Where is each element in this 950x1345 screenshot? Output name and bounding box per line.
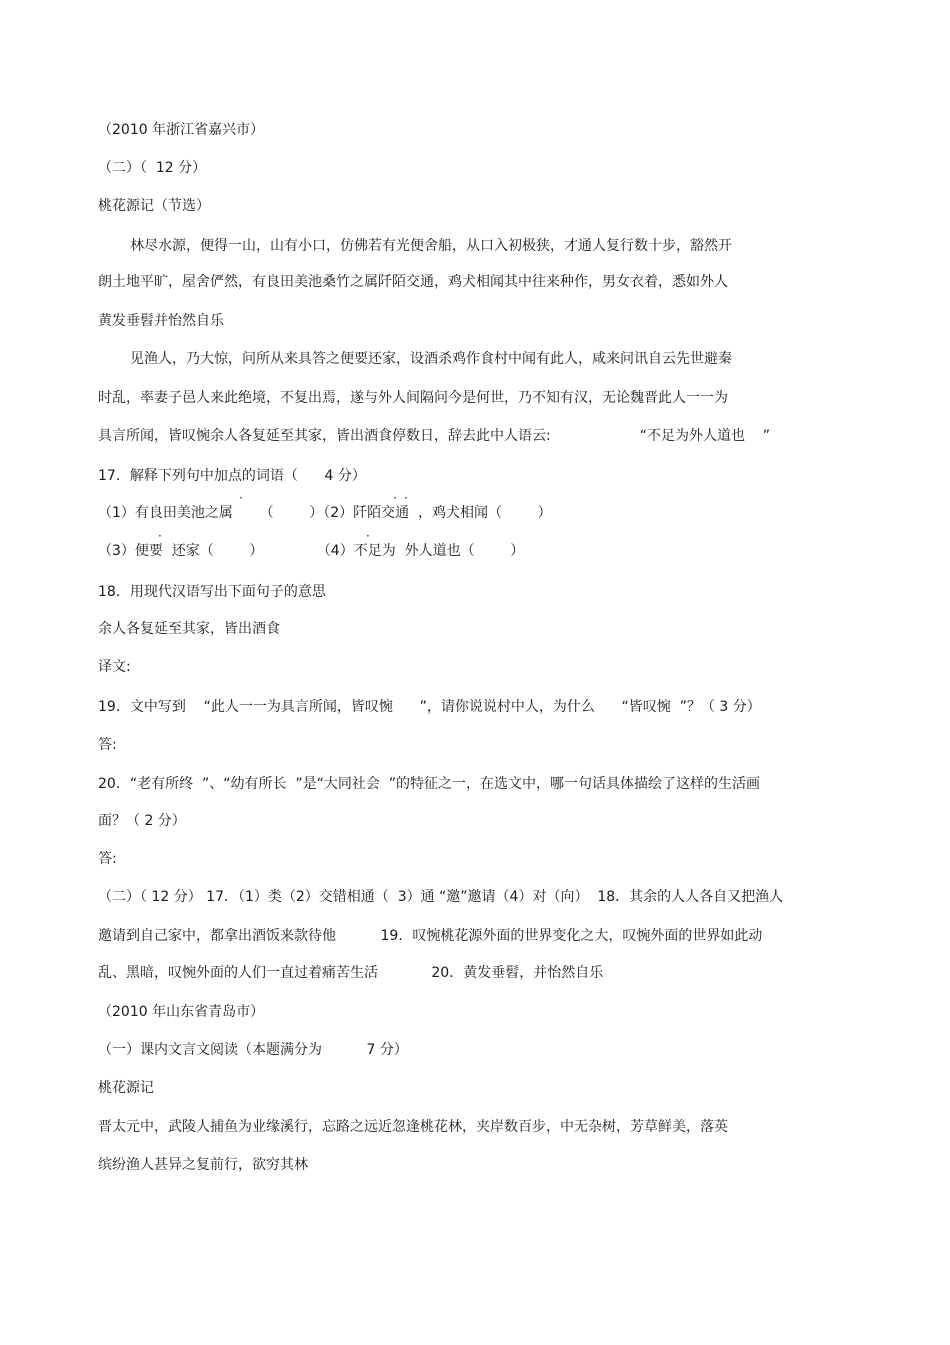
question-17-items-2: （3）便要 还家（ ） （4）不足为 外人道也（ ）: [98, 543, 525, 559]
passage-line: 见渔人，乃大惊，问所从来具答之便要还家，设酒杀鸡作食村中闻有此人，咸来问讯自云先世避秦: [130, 351, 732, 367]
question-19: 19．文中写到 “此人一一为具言所闻，皆叹惋 ”，请你说说村中人，为什么 “皆叹惋 ”？（ 3 分）: [98, 699, 761, 715]
answer-label: 答:: [98, 851, 117, 867]
passage-line: 黄发垂髫并怡然自乐: [98, 313, 224, 329]
emphasis-dot: ·: [366, 529, 370, 543]
question-20: 20．“老有所终 ”、“幼有所长 ”是“大同社会 ”的特征之一，在选文中，哪一句话具体描绘了这样的生活画: [98, 776, 761, 792]
answer-key-line: 邀请到自己家中，都拿出酒饭来款待他 19．叹惋桃花源外面的世界变化之大，叹惋外面的世界如此动: [98, 928, 763, 944]
section-heading: （二）（ 12 分）: [98, 160, 207, 176]
section-heading: （一）课内文言文阅读（本题满分为 7 分）: [98, 1042, 408, 1058]
passage-line: 具言所闻，皆叹惋余人各复延至其家，皆出酒食停数日，辞去此中人语云: “不足为外人道也 ”: [98, 428, 771, 444]
emphasis-dot: ·: [393, 491, 397, 505]
question-20-cont: 面？（ 2 分）: [98, 813, 186, 829]
passage-title: 桃花源记（节选）: [98, 198, 210, 214]
emphasis-dot: ·: [239, 491, 243, 505]
question-18-sentence: 余人各复延至其家，皆出酒食: [98, 621, 280, 637]
passage-line: 缤纷渔人甚异之复前行，欲穷其林: [98, 1157, 308, 1173]
source-note-qingdao: （2010 年山东省青岛市）: [98, 1004, 265, 1020]
source-note-jiaxing: （2010 年浙江省嘉兴市）: [98, 122, 265, 138]
passage-line: 林尽水源，便得一山，山有小口，仿佛若有光便舍船，从口入初极狭，才通人复行数十步，豁然开: [130, 238, 732, 254]
answer-key-line: （二）（ 12 分） 17．（1）类（2）交错相通（ 3）通 “邀”邀请（4）对（向） 18．其余的人人各自又把渔人: [98, 889, 784, 905]
passage-title: 桃花源记: [98, 1080, 154, 1096]
emphasis-dot: ·: [158, 529, 162, 543]
translation-label: 译文:: [98, 659, 131, 675]
answer-label: 答:: [98, 737, 117, 753]
question-17: 17．解释下列句中加点的词语（ 4 分）: [98, 468, 366, 484]
question-17-items-1: （1）有良田美池之属 （ ）（2）阡陌交通 ，鸡犬相闻（ ）: [98, 505, 552, 521]
emphasis-dot: ·: [404, 491, 408, 505]
question-18: 18．用现代汉语写出下面句子的意思: [98, 584, 326, 600]
passage-line: 朗土地平旷，屋舍俨然，有良田美池桑竹之属阡陌交通，鸡犬相闻其中往来种作，男女衣着，悉如外人: [98, 274, 728, 290]
passage-line: 晋太元中，武陵人捕鱼为业缘溪行，忘路之远近忽逢桃花林，夹岸数百步，中无杂树，芳草鲜美，落英: [98, 1119, 728, 1135]
answer-key-line: 乱、黑暗，叹惋外面的人们一直过着痛苦生活 20．黄发垂髫，并怡然自乐: [98, 965, 604, 981]
passage-line: 时乱，率妻子邑人来此绝境，不复出焉，遂与外人间隔问今是何世，乃不知有汉，无论魏晋此人一一为: [98, 390, 728, 406]
